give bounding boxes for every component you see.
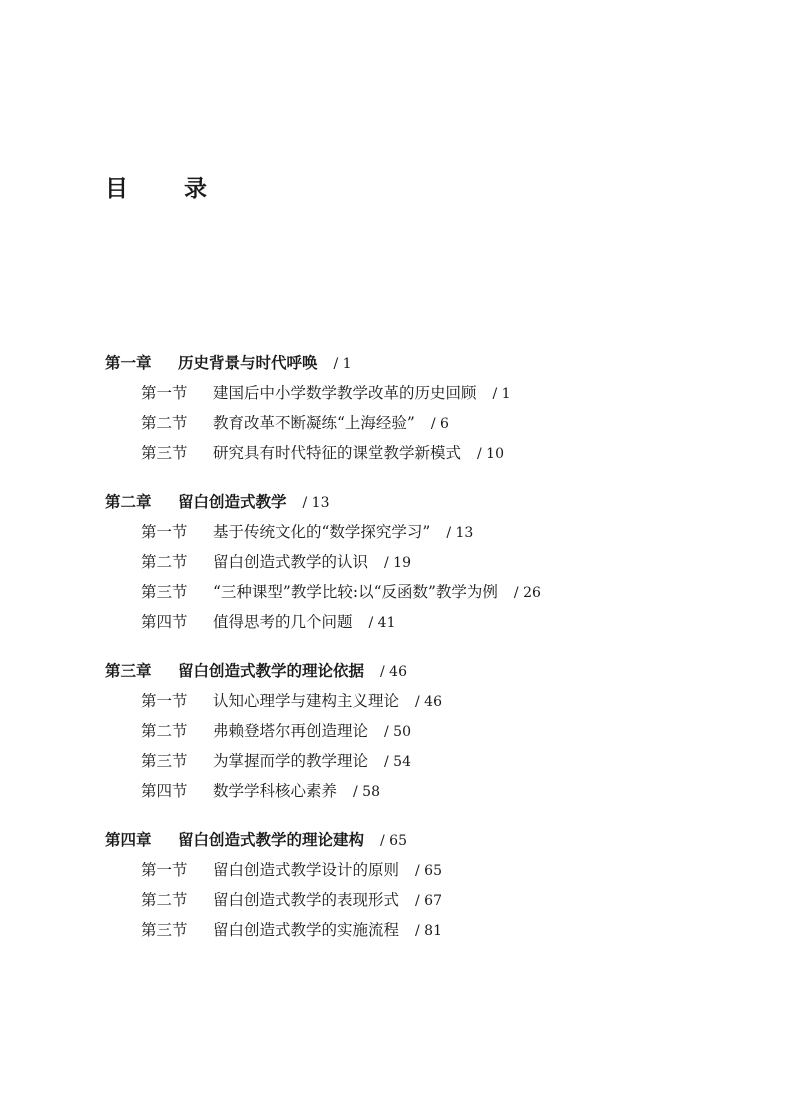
chapter-4	[105, 825, 745, 945]
chapter-1	[105, 348, 745, 468]
section-title: 数学学科核心素养	[213, 782, 338, 800]
table-of-contents	[105, 348, 745, 964]
section-entry[interactable]	[105, 855, 745, 885]
chapter-heading[interactable]	[105, 487, 745, 517]
page-number: / 1	[492, 386, 511, 402]
page-number: / 46	[380, 664, 407, 680]
section-number: 第四节	[141, 613, 188, 631]
section-entry[interactable]	[105, 517, 745, 547]
chapter-2	[105, 487, 745, 637]
section-number: 第一节	[141, 384, 188, 402]
chapter-number: 第四章	[105, 831, 152, 849]
page-number: / 58	[353, 784, 380, 800]
section-entry[interactable]	[105, 885, 745, 915]
section-number: 第一节	[141, 692, 188, 710]
chapter-heading[interactable]	[105, 656, 745, 686]
section-entry[interactable]	[105, 378, 745, 408]
section-entry[interactable]	[105, 915, 745, 945]
section-title: 研究具有时代特征的课堂教学新模式	[213, 444, 462, 462]
chapter-number: 第二章	[105, 493, 152, 511]
section-number: 第三节	[141, 444, 188, 462]
section-title: 认知心理学与建构主义理论	[213, 692, 400, 710]
section-entry[interactable]	[105, 577, 745, 607]
section-number: 第二节	[141, 553, 188, 571]
chapter-title: 历史背景与时代呼唤	[178, 354, 318, 372]
section-title: 为掌握而学的教学理论	[213, 752, 369, 770]
chapter-number: 第一章	[105, 354, 152, 372]
page-number: / 54	[384, 754, 411, 770]
chapter-number: 第三章	[105, 662, 152, 680]
page-number: / 13	[446, 525, 474, 541]
page-title: 目 录	[105, 176, 232, 202]
section-title: 弗赖登塔尔再创造理论	[213, 722, 369, 740]
page-number: / 1	[333, 356, 352, 372]
section-number: 第三节	[141, 752, 188, 770]
chapter-heading[interactable]	[105, 348, 745, 378]
page-number: / 67	[415, 893, 442, 909]
section-number: 第三节	[141, 921, 188, 939]
section-entry[interactable]	[105, 746, 745, 776]
section-entry[interactable]	[105, 776, 745, 806]
section-number: 第二节	[141, 414, 188, 432]
section-number: 第一节	[141, 861, 188, 879]
section-number: 第三节	[141, 583, 188, 601]
section-entry[interactable]	[105, 686, 745, 716]
page-number: / 26	[513, 585, 541, 601]
chapter-3	[105, 656, 745, 806]
section-entry[interactable]	[105, 438, 745, 468]
section-entry[interactable]	[105, 716, 745, 746]
chapter-title: 留白创造式教学	[178, 493, 287, 511]
section-number: 第二节	[141, 891, 188, 909]
section-entry[interactable]	[105, 607, 745, 637]
section-title: 基于传统文化的“数学探究学习”	[213, 523, 431, 541]
section-entry[interactable]	[105, 408, 745, 438]
section-number: 第一节	[141, 523, 188, 541]
section-number: 第四节	[141, 782, 188, 800]
section-number: 第二节	[141, 722, 188, 740]
page-number: / 6	[430, 416, 449, 432]
section-title: 值得思考的几个问题	[213, 613, 353, 631]
section-title: 建国后中小学数学教学改革的历史回顾	[213, 384, 477, 402]
page-number: / 13	[302, 495, 330, 511]
page-number: / 19	[384, 555, 411, 571]
page-number: / 41	[368, 615, 396, 631]
section-title: 教育改革不断凝练“上海经验”	[213, 414, 415, 432]
section-entry[interactable]	[105, 547, 745, 577]
page-number: / 65	[415, 863, 442, 879]
page-number: / 81	[415, 923, 442, 939]
chapter-title: 留白创造式教学的理论依据	[178, 662, 365, 680]
page-number: / 10	[477, 446, 504, 462]
chapter-title: 留白创造式教学的理论建构	[178, 831, 365, 849]
section-title: 留白创造式教学设计的原则	[213, 861, 400, 879]
section-title: 留白创造式教学的认识	[213, 553, 369, 571]
page-number: / 65	[380, 833, 407, 849]
page-number: / 50	[384, 724, 411, 740]
section-title: “三种课型”教学比较:以“反函数”教学为例	[213, 583, 498, 601]
section-title: 留白创造式教学的实施流程	[213, 921, 400, 939]
chapter-heading[interactable]	[105, 825, 745, 855]
section-title: 留白创造式教学的表现形式	[213, 891, 400, 909]
page-number: / 46	[415, 694, 442, 710]
